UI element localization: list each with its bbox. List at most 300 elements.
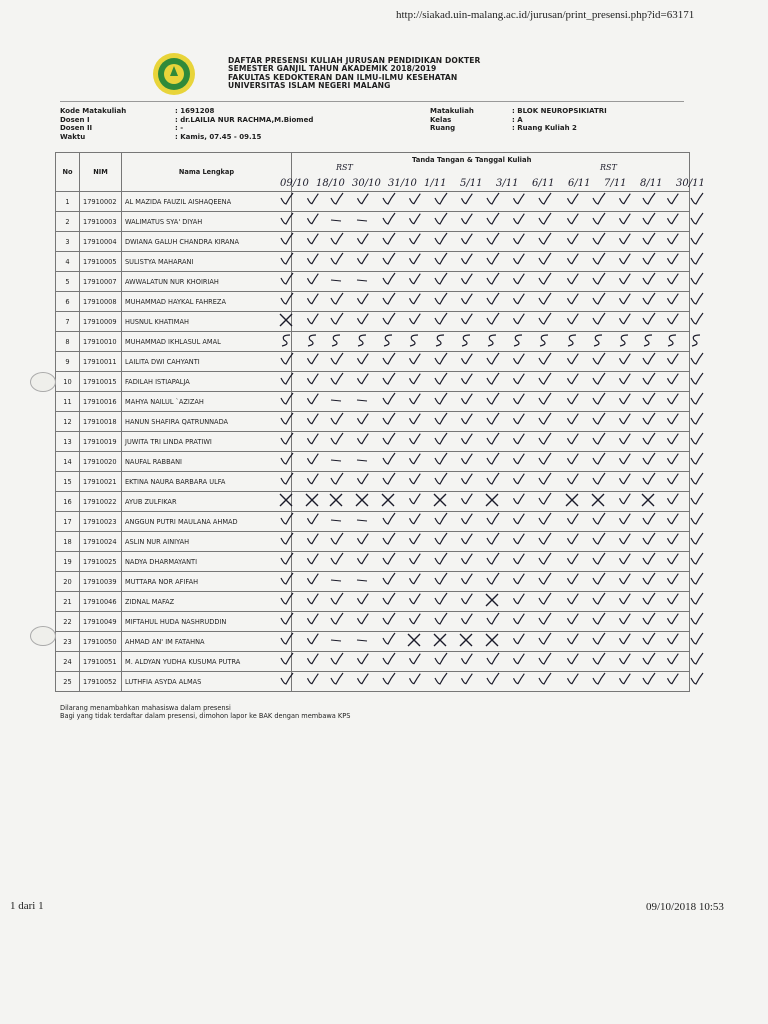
row-no: 19: [56, 552, 80, 572]
check-mark: [514, 614, 525, 624]
row-name: AL MAZIDA FAUZIL AISHAQEENA: [122, 192, 292, 212]
col-header-no: No: [56, 153, 80, 192]
header-line-4: UNIVERSITAS ISLAM NEGERI MALANG: [228, 81, 391, 91]
check-mark: [435, 653, 447, 664]
dash-mark: [331, 400, 341, 401]
check-mark: [643, 393, 655, 404]
check-mark: [308, 394, 319, 404]
check-mark: [487, 673, 499, 684]
check-mark: [514, 554, 525, 564]
check-mark: [410, 474, 421, 484]
check-mark: [487, 193, 499, 204]
check-mark: [331, 293, 343, 304]
check-mark: [539, 673, 551, 684]
check-mark: [383, 633, 395, 644]
check-mark: [691, 613, 703, 624]
check-mark: [539, 633, 551, 644]
check-mark: [281, 273, 293, 284]
check-mark: [643, 273, 655, 284]
check-mark: [462, 254, 473, 264]
meta-row-dosen1: Dosen I : dr.LAILIA NUR RACHMA,M.Biomed: [60, 115, 314, 124]
punch-hole-bottom: [30, 626, 56, 646]
check-mark: [593, 593, 605, 604]
row-name: ANGGUN PUTRI MAULANA AHMAD: [122, 512, 292, 532]
check-mark: [668, 374, 679, 384]
row-nim: 17910011: [80, 352, 122, 372]
check-mark: [643, 373, 655, 384]
check-mark: [568, 274, 579, 284]
check-mark: [410, 574, 421, 584]
check-mark: [539, 613, 551, 624]
check-mark: [643, 233, 655, 244]
check-mark: [668, 294, 679, 304]
check-mark: [593, 193, 605, 204]
check-mark: [331, 473, 343, 484]
check-mark: [643, 673, 655, 684]
handwritten-date: 8/11: [640, 178, 663, 189]
check-mark: [435, 453, 447, 464]
row-no: 2: [56, 212, 80, 232]
check-mark: [593, 233, 605, 244]
check-mark: [620, 194, 631, 204]
check-mark: [691, 573, 703, 584]
handwritten-date: 1/11: [424, 178, 447, 189]
check-mark: [487, 433, 499, 444]
check-mark: [358, 474, 369, 484]
check-mark: [643, 593, 655, 604]
check-mark: [308, 234, 319, 244]
handwritten-date: 6/11: [568, 178, 591, 189]
check-mark: [331, 313, 343, 324]
s-mark: [594, 335, 602, 346]
check-mark: [487, 393, 499, 404]
check-mark: [383, 533, 395, 544]
check-mark: [691, 413, 703, 424]
row-nim: 17910022: [80, 492, 122, 512]
check-mark: [539, 353, 551, 364]
cross-mark: [280, 314, 292, 326]
check-mark: [568, 534, 579, 544]
check-mark: [435, 313, 447, 324]
check-mark: [462, 354, 473, 364]
check-mark: [691, 433, 703, 444]
check-mark: [568, 214, 579, 224]
dash-mark: [357, 400, 367, 401]
cross-mark: [486, 594, 498, 606]
check-mark: [308, 674, 319, 684]
check-mark: [410, 674, 421, 684]
check-mark: [593, 653, 605, 664]
cross-mark: [592, 494, 604, 506]
row-name: MUHAMMAD IKHLASUL AMAL: [122, 332, 292, 352]
check-mark: [514, 454, 525, 464]
check-mark: [281, 673, 293, 684]
check-mark: [383, 313, 395, 324]
check-mark: [620, 294, 631, 304]
handwritten-date: 5/11: [460, 178, 483, 189]
row-name: AWWALATUN NUR KHOIRIAH: [122, 272, 292, 292]
check-mark: [514, 214, 525, 224]
row-no: 6: [56, 292, 80, 312]
check-mark: [281, 513, 293, 524]
check-mark: [435, 353, 447, 364]
check-mark: [593, 513, 605, 524]
check-mark: [308, 254, 319, 264]
footer-line-1: Dilarang menambahkan mahasiswa dalam presensi: [60, 704, 231, 712]
check-mark: [331, 673, 343, 684]
check-mark: [643, 473, 655, 484]
check-mark: [358, 614, 369, 624]
handwritten-note: RST: [600, 163, 617, 172]
check-mark: [539, 573, 551, 584]
check-mark: [331, 233, 343, 244]
row-no: 3: [56, 232, 80, 252]
check-mark: [514, 634, 525, 644]
check-mark: [668, 474, 679, 484]
row-nim: 17910052: [80, 672, 122, 692]
check-mark: [281, 433, 293, 444]
check-mark: [462, 674, 473, 684]
check-mark: [539, 253, 551, 264]
check-mark: [691, 213, 703, 224]
check-mark: [358, 414, 369, 424]
check-mark: [593, 373, 605, 384]
row-nim: 17910023: [80, 512, 122, 532]
cross-mark: [382, 494, 394, 506]
check-mark: [331, 253, 343, 264]
check-mark: [435, 213, 447, 224]
check-mark: [487, 533, 499, 544]
dash-mark: [331, 220, 341, 221]
check-mark: [593, 393, 605, 404]
check-mark: [358, 314, 369, 324]
check-mark: [383, 433, 395, 444]
handwritten-date: 31/10: [388, 178, 417, 189]
check-mark: [593, 533, 605, 544]
check-mark: [331, 193, 343, 204]
row-no: 4: [56, 252, 80, 272]
check-mark: [358, 294, 369, 304]
check-mark: [568, 194, 579, 204]
row-no: 13: [56, 432, 80, 452]
check-mark: [487, 613, 499, 624]
row-no: 10: [56, 372, 80, 392]
row-name: EKTINA NAURA BARBARA ULFA: [122, 472, 292, 492]
s-mark: [644, 335, 652, 346]
check-mark: [383, 613, 395, 624]
check-mark: [539, 293, 551, 304]
check-mark: [308, 294, 319, 304]
row-nim: 17910025: [80, 552, 122, 572]
check-mark: [383, 453, 395, 464]
check-mark: [568, 474, 579, 484]
s-mark: [488, 335, 496, 346]
check-mark: [539, 533, 551, 544]
meta-row-kelas: Kelas : A: [430, 115, 523, 124]
check-mark: [620, 454, 631, 464]
row-name: FADILAH ISTIAPALJA: [122, 372, 292, 392]
check-mark: [568, 434, 579, 444]
check-mark: [410, 594, 421, 604]
check-mark: [539, 233, 551, 244]
check-mark: [462, 374, 473, 384]
check-mark: [435, 273, 447, 284]
check-mark: [308, 274, 319, 284]
meta-row-matakuliah: Matakuliah : BLOK NEUROPSIKIATRI: [430, 107, 607, 115]
check-mark: [383, 573, 395, 584]
check-mark: [383, 393, 395, 404]
check-mark: [410, 454, 421, 464]
row-name: HANUN SHAFIRA QATRUNNADA: [122, 412, 292, 432]
check-mark: [281, 613, 293, 624]
check-mark: [308, 534, 319, 544]
check-mark: [410, 234, 421, 244]
check-mark: [514, 314, 525, 324]
check-mark: [358, 534, 369, 544]
check-mark: [487, 473, 499, 484]
check-mark: [281, 353, 293, 364]
check-mark: [358, 594, 369, 604]
check-mark: [487, 553, 499, 564]
check-mark: [435, 573, 447, 584]
check-mark: [568, 314, 579, 324]
check-mark: [593, 573, 605, 584]
check-mark: [410, 614, 421, 624]
row-nim: 17910051: [80, 652, 122, 672]
row-no: 7: [56, 312, 80, 332]
check-mark: [620, 534, 631, 544]
check-mark: [281, 253, 293, 264]
check-mark: [462, 574, 473, 584]
check-mark: [593, 673, 605, 684]
check-mark: [643, 513, 655, 524]
check-mark: [691, 653, 703, 664]
check-mark: [462, 614, 473, 624]
check-mark: [462, 194, 473, 204]
check-mark: [308, 214, 319, 224]
check-mark: [308, 594, 319, 604]
check-mark: [514, 354, 525, 364]
dash-mark: [357, 580, 367, 581]
check-mark: [514, 594, 525, 604]
check-mark: [435, 393, 447, 404]
check-mark: [568, 654, 579, 664]
check-mark: [308, 374, 319, 384]
check-mark: [308, 414, 319, 424]
check-mark: [410, 214, 421, 224]
s-mark: [308, 335, 316, 346]
check-mark: [383, 653, 395, 664]
check-mark: [620, 254, 631, 264]
check-mark: [568, 594, 579, 604]
check-mark: [435, 373, 447, 384]
row-nim: 17910002: [80, 192, 122, 212]
check-mark: [383, 513, 395, 524]
check-mark: [620, 514, 631, 524]
check-mark: [514, 194, 525, 204]
check-mark: [358, 354, 369, 364]
check-mark: [514, 254, 525, 264]
check-mark: [410, 654, 421, 664]
check-mark: [568, 254, 579, 264]
check-mark: [643, 553, 655, 564]
row-name: MAHYA NAILUL `AZIZAH: [122, 392, 292, 412]
check-mark: [568, 574, 579, 584]
check-mark: [643, 313, 655, 324]
check-mark: [410, 414, 421, 424]
check-mark: [281, 193, 293, 204]
check-mark: [281, 373, 293, 384]
check-mark: [620, 614, 631, 624]
row-no: 22: [56, 612, 80, 632]
row-no: 5: [56, 272, 80, 292]
check-mark: [620, 634, 631, 644]
check-mark: [410, 194, 421, 204]
check-mark: [514, 534, 525, 544]
check-mark: [410, 534, 421, 544]
check-mark: [620, 314, 631, 324]
check-mark: [539, 553, 551, 564]
handwritten-date: 7/11: [604, 178, 627, 189]
s-mark: [282, 335, 290, 346]
row-name: MIFTAHUL HUDA NASHRUDDIN: [122, 612, 292, 632]
row-name: NAUFAL RABBANI: [122, 452, 292, 472]
footer-notes: [60, 704, 350, 720]
check-mark: [643, 413, 655, 424]
check-mark: [691, 493, 703, 504]
check-mark: [462, 234, 473, 244]
check-mark: [691, 593, 703, 604]
check-mark: [539, 433, 551, 444]
check-mark: [487, 653, 499, 664]
check-mark: [668, 674, 679, 684]
check-mark: [593, 293, 605, 304]
row-nim: 17910039: [80, 572, 122, 592]
check-mark: [358, 254, 369, 264]
check-mark: [643, 633, 655, 644]
check-mark: [620, 554, 631, 564]
check-mark: [668, 434, 679, 444]
check-mark: [668, 414, 679, 424]
s-mark: [668, 335, 676, 346]
check-mark: [691, 393, 703, 404]
check-mark: [668, 274, 679, 284]
check-mark: [668, 234, 679, 244]
row-name: NADYA DHARMAYANTI: [122, 552, 292, 572]
check-mark: [691, 233, 703, 244]
check-mark: [620, 394, 631, 404]
check-mark: [668, 554, 679, 564]
check-mark: [691, 473, 703, 484]
check-mark: [358, 434, 369, 444]
check-mark: [487, 513, 499, 524]
check-mark: [568, 414, 579, 424]
check-mark: [643, 293, 655, 304]
s-mark: [462, 335, 470, 346]
check-mark: [568, 514, 579, 524]
check-mark: [308, 354, 319, 364]
row-nim: 17910021: [80, 472, 122, 492]
check-mark: [308, 634, 319, 644]
check-mark: [668, 314, 679, 324]
check-mark: [308, 474, 319, 484]
check-mark: [383, 293, 395, 304]
row-nim: 17910020: [80, 452, 122, 472]
check-mark: [462, 514, 473, 524]
check-mark: [462, 294, 473, 304]
check-mark: [568, 234, 579, 244]
cross-mark: [642, 494, 654, 506]
row-nim: 17910007: [80, 272, 122, 292]
check-mark: [539, 393, 551, 404]
header-line-1: DAFTAR PRESENSI KULIAH JURUSAN PENDIDIKAN DOKTER: [228, 56, 481, 65]
row-no: 11: [56, 392, 80, 412]
signature-header-label: Tanda Tangan & Tanggal Kuliah: [412, 156, 532, 164]
header-line-3: FAKULTAS KEDOKTERAN DAN ILMU-ILMU KESEHATAN: [228, 72, 458, 82]
check-mark: [691, 253, 703, 264]
check-mark: [568, 394, 579, 404]
check-mark: [383, 593, 395, 604]
check-mark: [514, 234, 525, 244]
check-mark: [281, 573, 293, 584]
check-mark: [514, 394, 525, 404]
check-mark: [462, 274, 473, 284]
cross-mark: [460, 634, 472, 646]
check-mark: [487, 233, 499, 244]
meta-row-dosen2: Dosen II : -: [60, 124, 184, 133]
check-mark: [383, 193, 395, 204]
row-nim: 17910018: [80, 412, 122, 432]
check-mark: [410, 254, 421, 264]
row-no: 8: [56, 332, 80, 352]
check-mark: [643, 213, 655, 224]
handwritten-note: RST: [336, 163, 353, 172]
check-mark: [514, 494, 525, 504]
check-mark: [539, 513, 551, 524]
row-nim: 17910016: [80, 392, 122, 412]
s-mark: [384, 335, 392, 346]
check-mark: [568, 674, 579, 684]
dash-mark: [331, 280, 341, 281]
check-mark: [643, 353, 655, 364]
check-mark: [435, 293, 447, 304]
meta-row-waktu: Waktu : Kamis, 07.45 - 09.15: [60, 132, 262, 141]
check-mark: [281, 533, 293, 544]
check-mark: [568, 354, 579, 364]
check-mark: [410, 354, 421, 364]
check-mark: [462, 214, 473, 224]
check-mark: [668, 614, 679, 624]
check-mark: [435, 253, 447, 264]
check-mark: [514, 374, 525, 384]
check-mark: [643, 193, 655, 204]
check-mark: [462, 554, 473, 564]
check-mark: [620, 374, 631, 384]
check-mark: [691, 313, 703, 324]
check-mark: [383, 373, 395, 384]
cross-mark: [280, 494, 292, 506]
dash-mark: [331, 580, 341, 581]
check-mark: [462, 434, 473, 444]
check-mark: [620, 674, 631, 684]
check-mark: [568, 454, 579, 464]
cross-mark: [408, 634, 420, 646]
meta-row-kode: Kode Matakuliah : 1691208: [60, 107, 215, 115]
check-mark: [620, 594, 631, 604]
check-mark: [691, 453, 703, 464]
check-mark: [281, 293, 293, 304]
check-mark: [487, 313, 499, 324]
